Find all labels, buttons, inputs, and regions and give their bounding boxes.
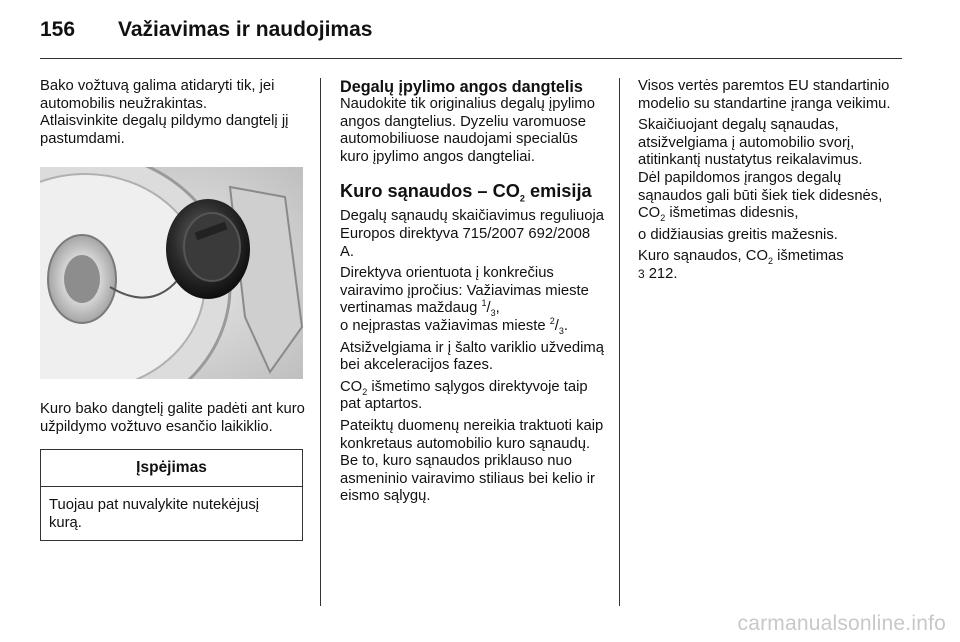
- text: o neįprastas važiavimas mieste: [340, 317, 550, 334]
- paragraph: Direktyva orientuota į konkrečius vairavimo įpročius: Važiavimas mieste vertinamas maždaug $^1/_3$,: [340, 265, 589, 319]
- paragraph: Visos vertės paremtos EU standartinio modelio su standartine įranga veikimu.: [638, 78, 891, 112]
- subscript: 2: [660, 213, 666, 224]
- superscript: 1: [481, 298, 487, 309]
- text: CO: [340, 378, 363, 395]
- text: ,: [495, 300, 500, 317]
- page-reference-text: 212.: [648, 265, 678, 282]
- text: išmetimas didesnis,: [665, 205, 799, 222]
- text: Direktyva orientuota į konkrečius vairavimo įpročius: Važiavimas mieste vertinamas maždaug: [340, 265, 589, 317]
- column-3: [638, 78, 903, 284]
- paragraph: Skaičiuojant degalų sąnaudas, atsižvelgiama į automobilio svorį, atitinkantį nustatytus reikalavimus.: [638, 117, 863, 169]
- paragraph: Naudokite tik originalius degalų įpylimo angos dangtelius. Dyzeliu varomuose automobiliuose naudojami specialūs kuro įpylimo angos dangteliai.: [340, 96, 595, 165]
- paragraph: Atlaisvinkite degalų pildymo dangtelį jį pastumdami.: [40, 113, 289, 147]
- paragraph: Degalų sąnaudų skaičiavimus reguliuoja Europos direktyva 715/2007 692/2008 A.: [340, 208, 605, 260]
- column-divider-2: [619, 78, 620, 606]
- section-heading: Degalų įpylimo angos dangtelis: [340, 78, 583, 96]
- paragraph: [340, 379, 605, 414]
- section-heading-co2: [340, 180, 605, 205]
- paragraph: Atsižvelgiama ir į šalto variklio užvedimą bei akceleracijos fazes.: [340, 339, 604, 374]
- page-number: 156: [40, 18, 76, 41]
- warning-title: Įspėjimas: [41, 450, 302, 488]
- paragraph: Kuro bako dangtelį galite padėti ant kuro užpildymo vožtuvo esančio laikiklio.: [40, 401, 305, 435]
- text: išmetimas: [772, 248, 844, 265]
- page-reference[interactable]: [638, 266, 903, 284]
- warning-body: Tuojau pat nuvalykite nutekėjusį kurą.: [49, 497, 260, 531]
- header-divider: [40, 58, 902, 59]
- subscript: 2: [362, 386, 368, 397]
- subscript: 3: [490, 308, 496, 319]
- heading-text: emisija: [524, 181, 592, 202]
- fuel-cap-photo: [40, 167, 303, 379]
- superscript: 2: [549, 316, 555, 327]
- text: CO: [638, 205, 661, 222]
- paragraph: Pateiktų duomenų nereikia traktuoti kaip konkretaus automobilio kuro sąnaudų. Be to, kuro sąnaudos priklauso nuo asmeninio vairavimo stiliaus bei kelio ir eismo sąlygų.: [340, 417, 604, 505]
- paragraph: Bako vožtuvą galima atidaryti tik, jei automobilis neužrakintas.: [40, 78, 275, 112]
- text: išmetimo sąlygos direktyvoje taip pat aptartos.: [340, 378, 588, 413]
- watermark: carmanualsonline.info: [737, 612, 946, 635]
- text: .: [563, 317, 568, 334]
- subscript: 2: [767, 256, 773, 267]
- subscript: 2: [519, 194, 525, 205]
- paragraph: [638, 205, 903, 223]
- text: Kuro sąnaudos, CO: [638, 248, 768, 265]
- heading-text: Kuro sąnaudos – CO: [340, 181, 520, 202]
- paragraph: o didžiausias greitis mažesnis.: [638, 226, 838, 243]
- paragraph: [638, 248, 903, 266]
- fuel-filler-illustration: [40, 167, 303, 379]
- subscript: 3: [558, 325, 564, 336]
- page-header: [40, 18, 372, 48]
- page-title: Važiavimas ir naudojimas: [118, 18, 373, 41]
- warning-box: [40, 449, 303, 542]
- paragraph: Dėl papildomos įrangos degalų sąnaudos gali būti šiek tiek didesnės,: [638, 169, 883, 204]
- paragraph: o neįprastas važiavimas mieste $^2/_3$.: [340, 316, 568, 336]
- column-2: [340, 78, 605, 506]
- column-1: [40, 78, 305, 541]
- column-divider-1: [320, 78, 321, 606]
- page-reference-icon: 3: [638, 266, 645, 281]
